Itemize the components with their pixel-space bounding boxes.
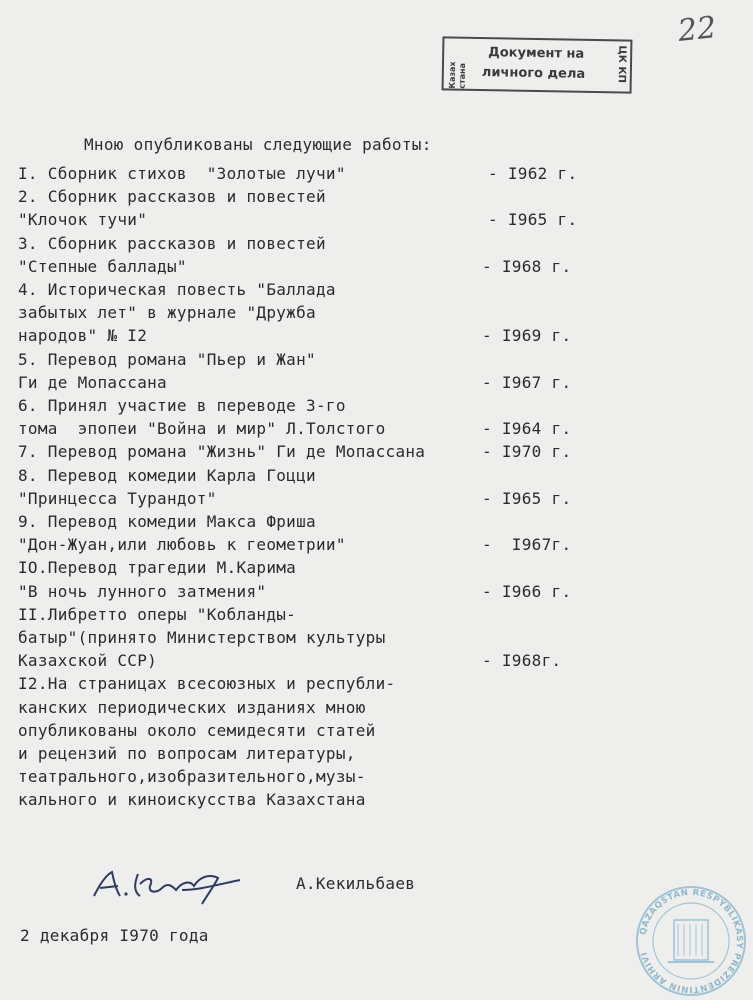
publication-line: Ги де Мопассана: [18, 373, 167, 392]
publication-line: 6. Принял участие в переводе 3-го: [18, 396, 346, 415]
publication-line: батыр"(принято Министерством культуры: [18, 628, 386, 647]
publication-line: II.Либретто оперы "Кобланды-: [18, 605, 297, 624]
seal-text: QAZAQSTAN RESPÝBLIKASY PREZIDENTINIŃ ARHIVI: [638, 887, 745, 995]
publication-line: 8. Перевод комедии Карла Гоцци: [18, 466, 316, 485]
publication-line: театрального,изобразительного,музы-: [18, 767, 366, 786]
archive-seal-watermark: [634, 884, 748, 998]
publication-line: I2.На страницах всесоюзных и республи-: [18, 674, 396, 693]
stamp-line-1: Документ на: [488, 45, 585, 62]
document-date: 2 декабря I970 года: [20, 926, 209, 945]
publication-line: опубликованы около семидесяти статей: [18, 721, 376, 740]
stamp-right-text: ЦК КП: [615, 45, 628, 84]
publication-year: - I962 г.: [488, 164, 578, 183]
publication-year: - I970 г.: [482, 442, 572, 461]
publication-line: "Клочок тучи": [18, 210, 148, 229]
publication-line: забытых лет" в журнале "Дружба: [18, 303, 316, 322]
stamp-line-2: личного дела: [481, 65, 586, 82]
heading: Мною опубликованы следующие работы:: [84, 135, 432, 154]
stamp-side-text: Казах стана: [447, 61, 468, 89]
publication-line: "Принцесса Турандот": [18, 489, 217, 508]
publication-year: - I968 г.: [482, 257, 572, 276]
archive-stamp: [442, 36, 633, 93]
publication-line: 5. Перевод романа "Пьер и Жан": [18, 350, 316, 369]
handwritten-signature: [90, 860, 250, 910]
publication-year: - I969 г.: [482, 326, 572, 345]
publication-line: 9. Перевод комедии Макса Фриша: [18, 512, 316, 531]
publication-line: "Степные баллады": [18, 257, 187, 276]
publication-line: I. Сборник стихов "Золотые лучи": [18, 164, 346, 183]
publication-line: "Дон-Жуан,или любовь к геометрии": [18, 535, 346, 554]
page-number: 22: [676, 10, 718, 49]
publication-year: - I966 г.: [482, 582, 572, 601]
publication-year: - I967 г.: [482, 373, 572, 392]
publication-line: "В ночь лунного затмения": [18, 582, 267, 601]
publication-line: 4. Историческая повесть "Баллада: [18, 280, 336, 299]
svg-text:QAZAQSTAN RESPÝBLIKASY PREZIDE: [638, 888, 744, 994]
publication-line: тома эпопеи "Война и мир" Л.Толстого: [18, 419, 386, 438]
signature-name: А.Кекильбаев: [296, 874, 416, 893]
publication-year: - I967г.: [482, 535, 572, 554]
publication-line: кального и киноискусства Казахстана: [18, 790, 366, 809]
publication-line: 3. Сборник рассказов и повестей: [18, 234, 326, 253]
publication-line: канских периодических изданиях мною: [18, 698, 366, 717]
publication-year: - I965 г.: [482, 489, 572, 508]
publication-year: - I968г.: [482, 651, 562, 670]
publication-line: и рецензий по вопросам литературы,: [18, 744, 356, 763]
publication-line: 2. Сборник рассказов и повестей: [18, 187, 326, 206]
publication-year: - I964 г.: [482, 419, 572, 438]
publication-year: - I965 г.: [488, 210, 578, 229]
publication-line: народов" № I2: [18, 326, 148, 345]
publication-line: IO.Перевод трагедии М.Карима: [18, 558, 297, 577]
publication-line: Казахской ССР): [18, 651, 158, 670]
publication-line: 7. Перевод романа "Жизнь" Ги де Мопассана: [18, 442, 426, 461]
